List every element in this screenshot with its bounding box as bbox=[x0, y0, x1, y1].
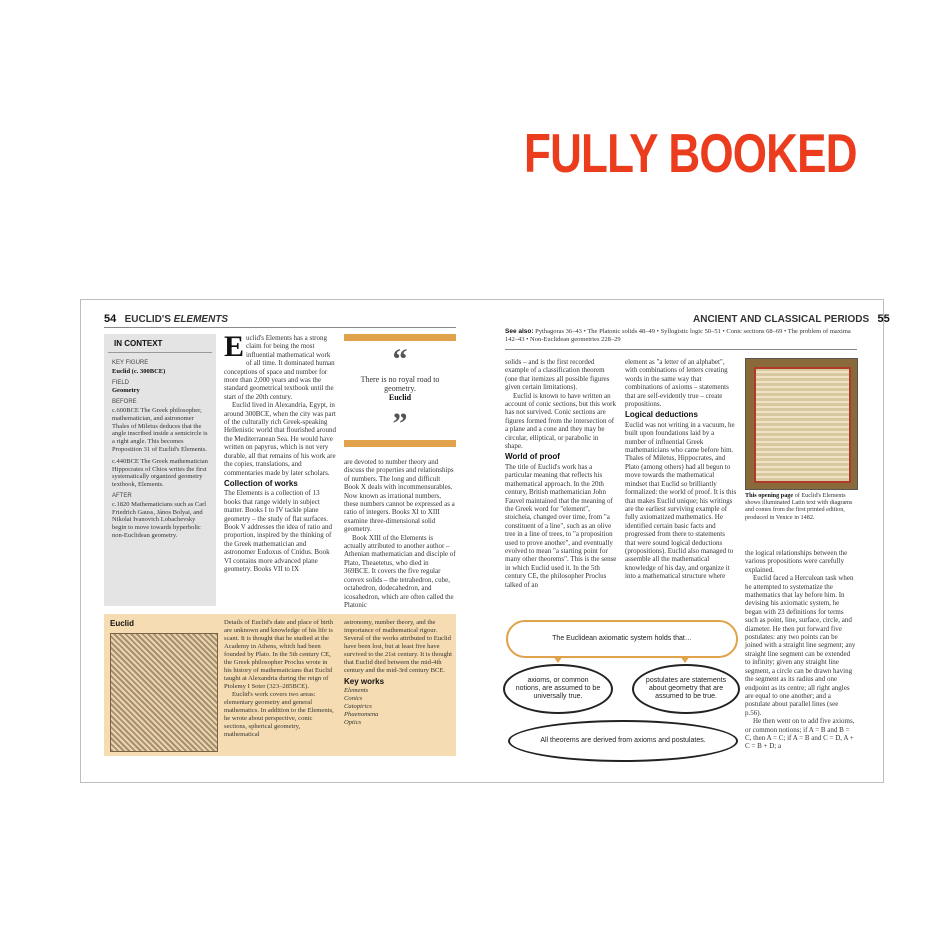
main-column-1: E uclid's Elements has a strong claim for being the most influential mathematical work of all time. It dominated human conceptions of space and number for more than 2,000 years and was the standard geometrical textbook until the start of the 20th century. Euclid lived in Alexandria, Egypt, in around 300BCE, when the city was part of the culturally rich Greek-speaking Hellenistic world that flourished around the Mediterranean Sea. He would have written on papyrus, which is not very durable, all that remains of his work are the copies, translations, and commentaries made by later scholars. Collection of works The Elements is a collection of 13 books that range widely in subject matter. Books I to IV tackle plane geometry – the study of flat surfaces. Book V addresses the idea of ratio and proportion, inspired by the thinking of the Greek mathematician and astronomer Eudoxus of Cnidus. Book VI contains more advanced plane geometry. Books VII to IX bbox=[224, 330, 336, 573]
key-works-list: Elements Conics Catoptrics Phaenomena Optics bbox=[344, 687, 379, 726]
bio-title: Euclid bbox=[110, 619, 135, 628]
diagram-axioms-node: axioms, or common notions, are assumed to be universally true. bbox=[503, 664, 613, 714]
right-column-3: the logical relationships between the various propositions were carefully explained. Euclid faced a Herculean task when he attempted to systematize the mathematics that lay before him. In devising his axiomatic system, he began with 23 definitions for terms such as point, line, surface, circle, and diameter. He then put forward five postulates: any two points can be joined with a straight line segment; any straight line segment can be extended to infinity; given any straight line segment, a circle can be drawn having the segment as its radius and one endpoint as its centre; all right angles are equal to one another; and a postulate about parallel lines (see p.56). He then went on to add five axioms, or common notions; if A = B and B = C, then A = C; if A = B and C = D, A + C = B + D; a bbox=[745, 549, 856, 751]
pull-quote: There is no royal road to geometry. Euclid bbox=[360, 375, 440, 402]
open-quote-icon: “ bbox=[392, 343, 408, 376]
left-header-rule bbox=[104, 327, 456, 328]
diagram-axiomatic-system-node: The Euclidean axiomatic system holds that… bbox=[506, 620, 738, 658]
key-figure: Euclid (c. 300BCE) bbox=[112, 367, 166, 375]
see-also: See also: Pythagoras 36–43 • The Platonic solids 48–49 • Syllogistic logic 50–51 • Conic sections 68–69 • The problem of maxima 142–43 • Non-Euclidean geometries 228–29 bbox=[505, 328, 851, 343]
chapter-title-prefix: EUCLID'S bbox=[124, 314, 171, 325]
before-entry-2: c.440BCE The Greek mathematician Hippocrates of Chios writes the first systematically organized geometry textbook, Elements. bbox=[112, 457, 208, 489]
left-page-header bbox=[104, 313, 228, 325]
elements-first-edition-image bbox=[745, 358, 858, 490]
intro-paragraph: uclid's Elements has a strong claim for being the most influential mathematical work of all time. It dominated human conceptions of space and number for more than 2,000 years and was the standard geometrical textbook until the start of the 20th century. bbox=[224, 334, 335, 401]
bio-column-2: astronomy, number theory, and the importance of mathematical rigour. Several of the works attributed to Euclid have been lost, but at least five have survived to the 21st century. It is thought that Euclid died between the mid-4th century and the mid-3rd century BCE. Key works Elements Conics Catoptrics Phaenomena Optics bbox=[344, 619, 452, 726]
main-column-2: are devoted to number theory and discuss the properties and relationships of numbers. The long and difficult Book X deals with incommensurables. Now known as irrational numbers, these numbers cannot be expressed as a ratio of integers. Books XI to XIII examine three-dimensional solid geometry. Book XIII of the Elements is actually attributed to another author – Athenian mathematician and disciple of Plato, Theaetetus, who died in 369BCE. It covers the five regular convex solids – the tetrahedron, cube, octahedron, dodecahedron, and icosahedron, which are often called the Platonic bbox=[344, 458, 456, 609]
arrow-down-left-icon bbox=[553, 656, 563, 663]
bio-column-1: Details of Euclid's date and place of birth are unknown and knowledge of his life is scant. It is thought that he studied at the Academy in Athens, which had been founded by Plato. In the 5th century CE, the Greek philosopher Proclus wrote in his history of mathematicians that Euclid taught at Alexandria during the reign of Ptolemy I Soter (323–285BCE). Euclid's work covers two areas: elementary geometry and general mathematics. In addition to the Elements, he wrote about perspective, conic sections, spherical geometry, mathematical bbox=[224, 619, 334, 738]
quote-author: Euclid bbox=[388, 393, 412, 402]
heading-logical-deductions: Logical deductions bbox=[625, 410, 698, 420]
close-quote-icon: ” bbox=[392, 407, 408, 440]
drop-cap: E bbox=[224, 330, 245, 363]
in-context-title: IN CONTEXT bbox=[108, 334, 212, 353]
image-caption: This opening page of Euclid's Elements shows illuminated Latin text with diagrams and comes from the first printed edition, produced in Venice in 1482. bbox=[745, 492, 853, 521]
right-header-rule bbox=[505, 349, 857, 350]
right-page-number: 55 bbox=[877, 313, 890, 325]
field-value: Geometry bbox=[112, 387, 140, 395]
before-entry-1: c.600BCE The Greek philosopher, mathematician, and astronomer Thales of Miletus deduces that the angle inscribed inside a semicircle is a right angle. This becomes Proposition 31 of Euclid's Elements. bbox=[112, 406, 208, 453]
key-works-heading: Key works bbox=[344, 677, 385, 686]
heading-world-of-proof: World of proof bbox=[505, 452, 560, 462]
right-column-1: solids – and is the first recorded example of a classification theorem (one that itemizes all possible figures given certain limitations). Euclid is known to have written an account of conic sections, but this work has not survived. Conic sections are figures formed from the intersection of a plane and a cone and they may be circular, elliptical, or parabolic in shape. World of proof The title of Euclid's work has a particular meaning that reflects his mathematical approach. In the 20th century, British mathematician John Fauvel maintained that the meaning of the Greek word for "element", stoicheia, changed over time, from "a constituent of a line", such as an olive tree in a line of trees, to "a proposition used to prove another", and eventually evolved to mean "a starting point for many other theorems". This is the sense in which Euclid used it. In the 5th century CE, the philosopher Proclus talked of an bbox=[505, 358, 617, 589]
diagram-postulates-node: postulates are statements about geometry that are assumed to be true. bbox=[632, 664, 740, 714]
right-column-2: element as "a letter of an alphabet", with combinations of letters creating words in the same way that combinations of axioms – statements that are self-evidently true – create propositions. Logical deductions Euclid was not writing in a vacuum, he built upon foundations laid by a number of influential Greek mathematicians who came before him. Thales of Miletus, Hippocrates, and Plato (among others) had all begun to move towards the mathematical mindset that Euclid so brilliantly formalized: the world of proof. It is this that makes Euclid unique; his writings are the earliest surviving example of fully axiomatized mathematics. He identified certain basic facts and progressed from there to statements that were sound logical deductions (propositions). Euclid also managed to assemble all the mathematical knowledge of his day, and organize it into a mathematical structure where bbox=[625, 358, 737, 581]
diagram-theorems-node: All theorems are derived from axioms and postulates. bbox=[508, 720, 738, 762]
arrow-down-right-icon bbox=[680, 656, 690, 663]
quote-bottom-bar bbox=[344, 440, 456, 447]
in-context-box: IN CONTEXT KEY FIGURE Euclid (c. 300BCE) FIELD Geometry BEFORE c.600BCE The Greek philosopher, mathematician, and astronomer Thales of Miletus deduces that the angle inscribed inside a semicircle is a right angle. This becomes Proposition 31 of Euclid's Elements. c.440BCE The Greek mathematician Hippocrates of Chios writes the first systematically organized geometry textbook, Elements. AFTER c.1820 Mathematicians such as Carl Friedrich Gauss, János Bolyai, and Nikolai Ivanovich Lobachevsky begin to move towards hyperbolic non-Euclidean geometry. bbox=[104, 334, 216, 606]
section-title: ANCIENT AND CLASSICAL PERIODS bbox=[693, 314, 870, 325]
right-page-header bbox=[693, 313, 890, 325]
after-entry-1: c.1820 Mathematicians such as Carl Friedrich Gauss, János Bolyai, and Nikolai Ivanovich Lobachevsky begin to move towards hyperbolic non-Euclidean geometry. bbox=[112, 500, 207, 539]
left-page-number: 54 bbox=[104, 313, 117, 325]
chapter-title-italic: ELEMENTS bbox=[173, 314, 229, 325]
quote-top-bar bbox=[344, 334, 456, 341]
brand-logo: FULLY BOOKED bbox=[524, 122, 857, 184]
heading-collection-of-works: Collection of works bbox=[224, 478, 298, 488]
euclid-portrait-image bbox=[110, 633, 218, 752]
